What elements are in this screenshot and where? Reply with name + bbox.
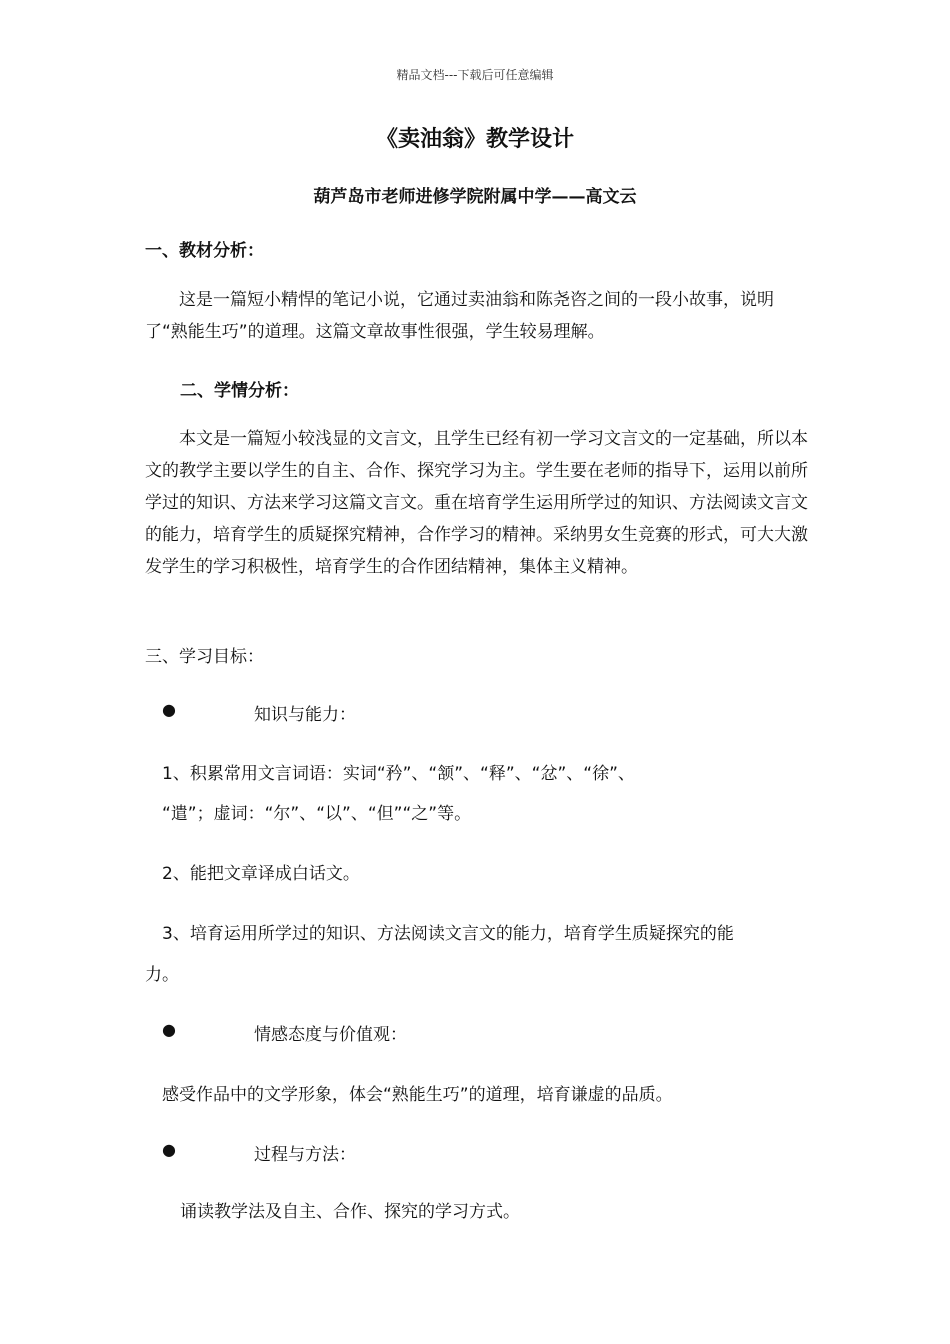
header-note: 精品文档---下载后可任意编辑 bbox=[396, 68, 554, 82]
knowledge-label: 知识与能力： bbox=[254, 705, 356, 725]
bullet-icon: ● bbox=[162, 1140, 176, 1159]
knowledge-item-1-line-2: “遣”；虚词：“尔”、“以”、“但”“之”等。 bbox=[162, 804, 472, 824]
process-label: 过程与方法： bbox=[254, 1145, 356, 1165]
emotion-label: 情感态度与价值观： bbox=[254, 1025, 407, 1045]
section-heading-students: 二、学情分析： bbox=[180, 381, 299, 401]
emotion-text: 感受作品中的文学形象，体会“熟能生巧”的道理，培育谦虚的品质。 bbox=[162, 1085, 673, 1105]
process-text: 诵读教学法及自主、合作、探究的学习方式。 bbox=[180, 1202, 520, 1222]
section-heading-objectives: 三、学习目标： bbox=[145, 647, 264, 667]
knowledge-item-1-line-1: 1、积累常用文言词语：实词“矜”、“颔”、“释”、“忿”、“徐”、 bbox=[162, 764, 635, 784]
document-title: 《卖油翁》教学设计 bbox=[375, 127, 574, 152]
bullet-icon: ● bbox=[162, 1020, 176, 1039]
bullet-icon: ● bbox=[162, 700, 176, 719]
students-paragraph: 本文是一篇短小较浅显的文言文，且学生已经有初一学习文言文的一定基础，所以本文的教学主要以学生的自主、合作、探究学习为主。学生要在老师的指导下，运用以前所学过的知识、方法来学习这篇文言文。重在培育学生运用所学过的知识、方法阅读文言文的能力，培育学生的质疑探究精神，合作学习的精神。采纳男女生竞赛的形式，可大大激发学生的学习积极性，培育学生的合作团结精神，集体主义精神。 bbox=[145, 429, 808, 577]
materials-paragraph: 这是一篇短小精悍的笔记小说，它通过卖油翁和陈尧咨之间的一段小故事，说明了“熟能生巧”的道理。这篇文章故事性很强，学生较易理解。 bbox=[145, 290, 774, 342]
knowledge-item-2: 2、能把文章译成白话文。 bbox=[162, 864, 360, 884]
knowledge-item-3-line-1: 3、培育运用所学过的知识、方法阅读文言文的能力，培育学生质疑探究的能 bbox=[162, 924, 734, 944]
author-line: 葫芦岛市老师进修学院附属中学——高文云 bbox=[313, 187, 637, 207]
section-heading-materials: 一、教材分析： bbox=[145, 241, 264, 261]
knowledge-item-3-line-2: 力。 bbox=[145, 965, 179, 985]
